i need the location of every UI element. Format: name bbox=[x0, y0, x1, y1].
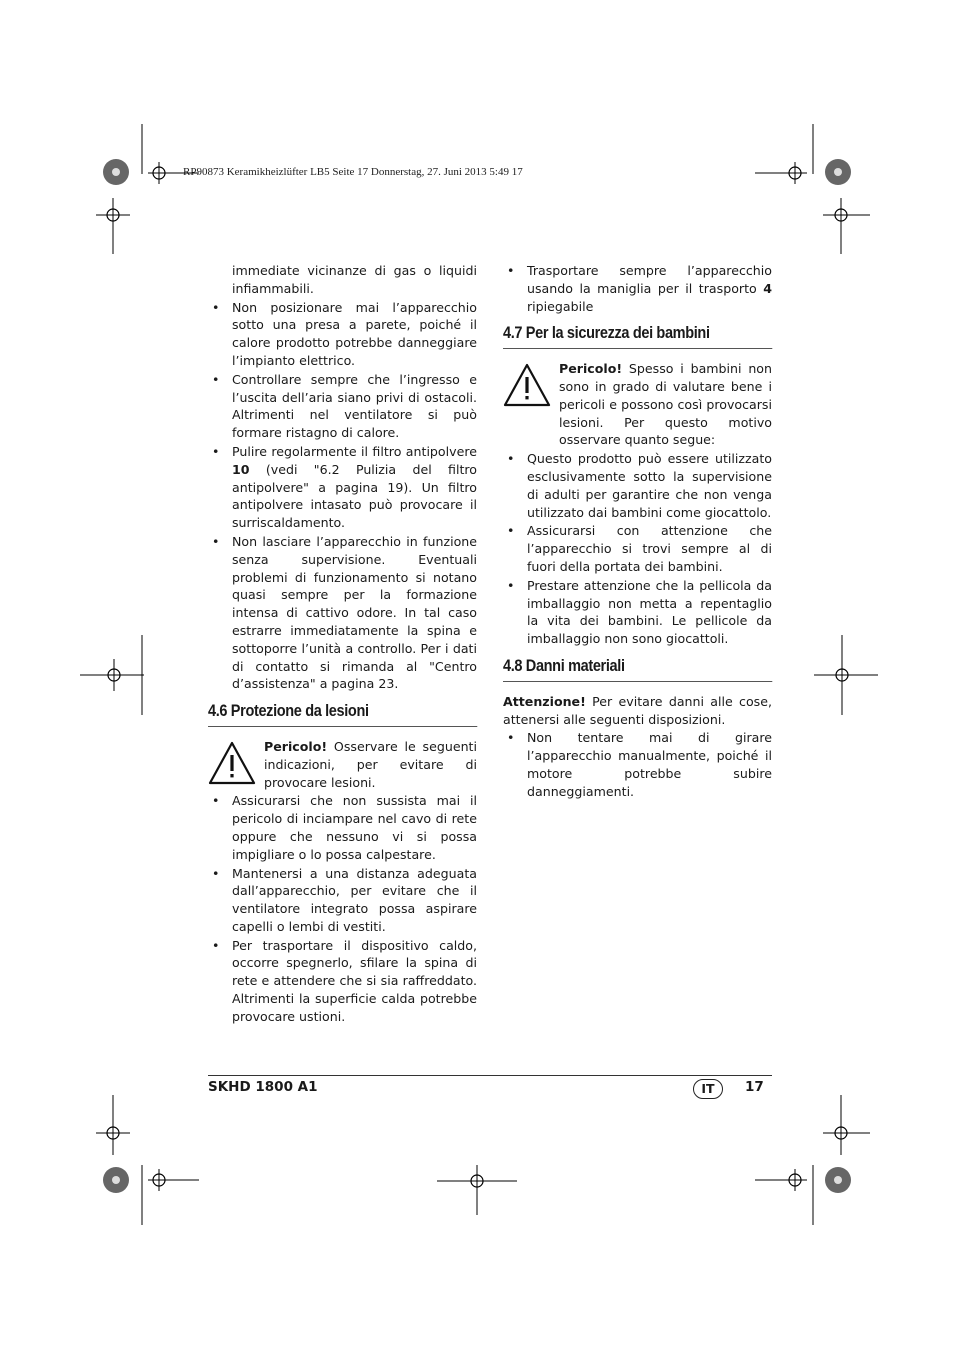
danger-warning: Pericolo! Osservare le seguenti indicazioni, per evitare di provocare lesioni. bbox=[208, 738, 477, 791]
registration-mark-middle-left bbox=[80, 635, 150, 715]
page-number: 17 bbox=[745, 1079, 764, 1095]
list-item: • Mantenersi a una distanza adeguata dall’apparecchio, per evitare che il ventilatore integrato possa aspirare capelli o lembi di vestiti. bbox=[208, 865, 477, 936]
footer-model: SKHD 1800 A1 bbox=[208, 1079, 318, 1095]
registration-mark-top-left bbox=[96, 124, 206, 254]
list-item: • Trasportare sempre l’apparecchio usando la maniglia per il trasporto 4 ripiegabile bbox=[503, 262, 772, 315]
warning-triangle-icon bbox=[208, 738, 264, 790]
injury-bullet-list bbox=[208, 792, 477, 1025]
attention-label: Attenzione! bbox=[503, 693, 586, 709]
list-item: • Per trasportare il dispositivo caldo, occorre spegnerlo, sfilare la spina di rete e attendere che si sia raffreddato. Altrimenti la superficie calda potrebbe provocare ustioni. bbox=[208, 937, 477, 1026]
danger-label: Pericolo! bbox=[264, 738, 328, 754]
registration-mark-bottom-center bbox=[437, 1165, 517, 1215]
list-item: • Assicurarsi con attenzione che l’apparecchio si trovi sempre al di fuori della portata dei bambini. bbox=[503, 522, 772, 575]
safety-bullet-list bbox=[208, 299, 477, 694]
transport-bullet-list bbox=[503, 262, 772, 315]
right-column bbox=[503, 262, 772, 802]
list-item: • Non lasciare l’apparecchio in funzione senza supervisione. Eventuali problemi di funzionamento si notano quasi sempre per la formazione intensa di cattivo odore. In tal caso estrarre immediatamente la spina e sottoporre l’unità a controllo. Per i dati di contatto si rimanda al "Centro d’assistenza" a pagina 23. bbox=[208, 533, 477, 693]
section-heading-4-7: 4.7 Per la sicurezza dei bambini bbox=[503, 325, 772, 349]
print-header: RP90873 Keramikheizlüfter LB5 Seite 17 Donnerstag, 27. Juni 2013 5:49 17 bbox=[183, 166, 523, 178]
list-item: • Prestare attenzione che la pellicola da imballaggio non metta a repentaglio la vita dei bambini. Le pellicole da imballaggio non sono giocattoli. bbox=[503, 577, 772, 648]
intro-continuation: immediate vicinanze di gas o liquidi infiammabili. bbox=[232, 263, 477, 296]
danger-warning: Pericolo! Spesso i bambini non sono in grado di valutare bene i pericoli e possono così provocarsi lesioni. Per questo motivo osservare quanto segue: bbox=[503, 360, 772, 449]
list-item: • Pulire regolarmente il filtro antipolvere 10 (vedi "6.2 Pulizia del filtro antipolvere" a pagina 19). Un filtro antipolvere intasato può provocare il surriscaldamento. bbox=[208, 443, 477, 532]
list-item: • Assicurarsi che non sussista mai il pericolo di inciampare nel cavo di rete oppure che nessuno vi si possa impigliare o lo possa calpestare. bbox=[208, 792, 477, 863]
list-item: • Controllare sempre che l’ingresso e l’uscita dell’aria siano privi di ostacoli. Altrimenti nel ventilatore si può formare ristagno di calore. bbox=[208, 371, 477, 442]
left-column bbox=[208, 262, 477, 1027]
danger-label: Pericolo! bbox=[559, 361, 623, 377]
warning-triangle-icon bbox=[503, 360, 559, 412]
children-bullet-list bbox=[503, 450, 772, 648]
list-item: • Non posizionare mai l’apparecchio sotto una presa a parete, poiché il calore prodotto potrebbe danneggiare l’impianto elettrico. bbox=[208, 299, 477, 370]
section-heading-4-6: 4.6 Protezione da lesioni bbox=[208, 703, 477, 727]
reference-number: 4 bbox=[763, 280, 772, 296]
registration-mark-bottom-right bbox=[755, 1095, 870, 1225]
damage-bullet-list bbox=[503, 729, 772, 800]
attention-note: Attenzione! Per evitare danni alle cose, attenersi alle seguenti disposizioni. bbox=[503, 693, 772, 727]
language-badge: IT bbox=[693, 1079, 723, 1099]
section-heading-4-8: 4.8 Danni materiali bbox=[503, 658, 772, 682]
registration-mark-top-right bbox=[755, 124, 870, 254]
registration-mark-middle-right bbox=[808, 635, 878, 715]
list-item: • Non tentare mai di girare l’apparecchio manualmente, poiché il motore potrebbe subire danneggiamenti. bbox=[503, 729, 772, 800]
footer-divider bbox=[208, 1075, 772, 1076]
registration-mark-bottom-left bbox=[96, 1095, 206, 1225]
reference-number: 10 bbox=[232, 461, 250, 477]
list-item: • Questo prodotto può essere utilizzato esclusivamente sotto la supervisione di adulti per garantire che non venga utilizzato dai bambini come giocattolo. bbox=[503, 450, 772, 521]
